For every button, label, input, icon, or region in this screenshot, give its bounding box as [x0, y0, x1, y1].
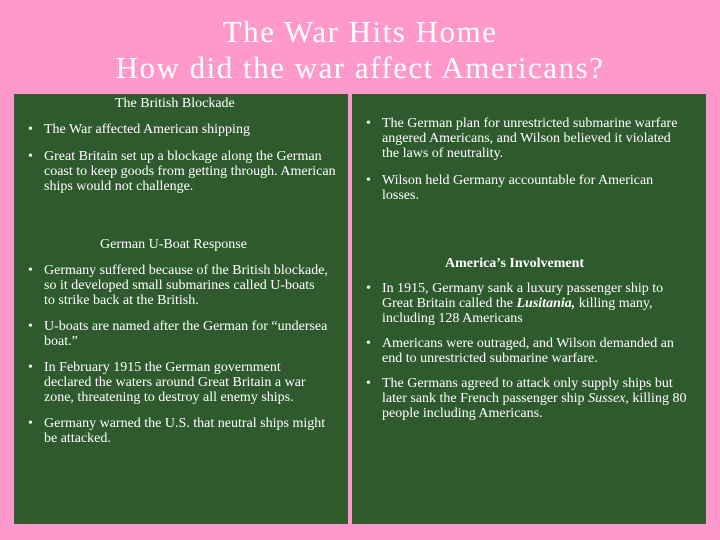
- neutrality-bullet-list: [366, 116, 688, 203]
- list-item: • Germany suffered because of the British blockade, so it developed small submarines called U-boats to strike back at the British.: [28, 263, 328, 308]
- title-line-2: How did the war affect Americans?: [115, 50, 605, 85]
- list-item: • The War affected American shipping: [28, 122, 346, 137]
- item-text: , killing 80 people including Americans.: [382, 391, 687, 421]
- item-text: killing many, including 128 Americans: [382, 296, 653, 326]
- uboat-bullet-list: [28, 263, 328, 446]
- list-item: • Great Britain set up a blockage along the German coast to keep goods from getting through. American ships would not challenge.: [28, 149, 346, 194]
- blockade-bullet-list: [28, 122, 346, 194]
- list-item: • In February 1915 the German government declared the waters around Great Britain a war zone, threatening to destroy all enemy ships.: [28, 360, 328, 405]
- slide-title: [0, 14, 720, 86]
- ship-name-sussex: Sussex: [588, 391, 626, 406]
- list-item: • U-boats are named after the German for “undersea boat.”: [28, 319, 328, 349]
- left-panel: [14, 94, 348, 524]
- involvement-bullet-list: [366, 281, 688, 421]
- right-panel: [352, 94, 706, 524]
- list-item: • Germany warned the U.S. that neutral ships might be attacked.: [28, 416, 328, 446]
- list-item: • The German plan for unrestricted submarine warfare angered Americans, and Wilson believed it violated the laws of neutrality.: [366, 116, 688, 161]
- list-item: [366, 376, 688, 421]
- list-item: • Wilson held Germany accountable for American losses.: [366, 173, 688, 203]
- item-text: The Germans agreed to attack only supply ships but later sank the French passenger ship: [382, 376, 673, 406]
- involvement-heading: America’s Involvement: [445, 256, 585, 271]
- title-line-1: The War Hits Home: [222, 14, 498, 49]
- uboat-heading: German U-Boat Response: [100, 237, 247, 252]
- item-text: In 1915, Germany sank a luxury passenger ship to Great Britain called the: [382, 281, 664, 311]
- ship-name-lusitania: Lusitania,: [516, 296, 576, 311]
- list-item: [366, 281, 688, 326]
- list-item: [366, 336, 688, 366]
- item-text: Americans were outraged, and Wilson demanded an end to unrestricted submarine warfare.: [382, 336, 674, 366]
- blockade-heading: The British Blockade: [115, 96, 235, 111]
